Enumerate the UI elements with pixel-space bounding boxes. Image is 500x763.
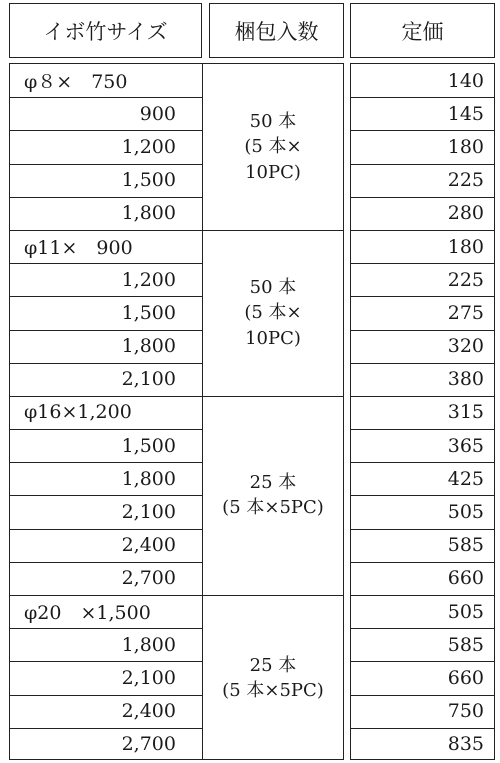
price-cell: 505 [447,600,484,623]
price-cell: 225 [447,169,484,192]
size-cell: 2,100 [121,501,176,524]
price-cell: 315 [447,401,484,424]
price-cell: 505 [447,501,484,524]
row-divider [351,197,494,198]
pack-quantity-line: (5 本×5PC) [222,497,324,519]
size-cell: 1,800 [121,467,176,490]
price-cell: 585 [447,633,484,656]
size-cell: φ20 ×1,500 [24,602,151,625]
row-divider [351,230,494,231]
group-divider [203,595,343,596]
size-cell: 1,500 [121,301,176,324]
header-pack-quantity: 梱包入数 [209,3,344,58]
price-cell: 380 [447,368,484,391]
row-divider [351,728,494,729]
row-divider [10,661,202,662]
pack-quantity-line: 50 本 [249,277,297,299]
header-price: 定価 [350,3,495,58]
size-cell: 2,700 [121,733,176,756]
size-cell: 1,800 [121,335,176,358]
pack-quantity-line: 10PC) [245,161,301,183]
row-divider [351,562,494,563]
header-size: イボ竹サイズ [9,3,202,58]
price-cell: 275 [447,301,484,324]
pack-quantity-line: (5 本× [244,136,302,158]
row-divider [10,263,202,264]
price-cell: 180 [447,235,484,258]
row-divider [10,164,202,165]
row-divider [351,429,494,430]
row-divider [10,396,202,397]
pack-quantity-line: 10PC) [245,327,301,349]
row-divider [351,363,494,364]
row-divider [351,330,494,331]
size-cell: 1,800 [121,202,176,225]
size-cell: 1,500 [121,434,176,457]
price-cell: 750 [447,700,484,723]
price-cell: 145 [447,102,484,125]
pack-quantity-line: 50 本 [249,111,297,133]
row-divider [10,462,202,463]
pack-quantity-cell [203,396,343,595]
size-cell: 2,400 [121,534,176,557]
pack-quantity-line: (5 本×5PC) [222,680,324,702]
row-divider [351,164,494,165]
size-cell: 2,400 [121,700,176,723]
size-column [9,63,202,760]
price-cell: 660 [447,567,484,590]
size-cell: 2,700 [121,567,176,590]
row-divider [351,628,494,629]
size-cell: φ８× 750 [24,71,128,94]
size-cell: 1,200 [121,135,176,158]
row-divider [351,529,494,530]
size-cell: 1,800 [121,633,176,656]
price-cell: 835 [447,733,484,756]
pack-quantity-cell [203,64,343,230]
row-divider [10,595,202,596]
row-divider [10,130,202,131]
price-column [350,63,495,760]
row-divider [10,495,202,496]
pack-quantity-cell [203,230,343,396]
row-divider [351,296,494,297]
price-cell: 585 [447,534,484,557]
size-cell: 2,100 [121,368,176,391]
price-cell: 320 [447,335,484,358]
price-cell: 140 [447,69,484,92]
price-cell: 425 [447,467,484,490]
size-cell: φ16×1,200 [24,401,132,424]
size-cell: 900 [139,102,176,125]
row-divider [10,529,202,530]
row-divider [10,330,202,331]
size-cell: 2,100 [121,667,176,690]
row-divider [351,462,494,463]
row-divider [351,130,494,131]
pack-quantity-line: 25 本 [249,472,297,494]
row-divider [351,396,494,397]
price-cell: 180 [447,135,484,158]
row-divider [351,695,494,696]
row-divider [351,263,494,264]
row-divider [351,97,494,98]
row-divider [10,197,202,198]
group-divider [203,396,343,397]
row-divider [351,595,494,596]
row-divider [10,695,202,696]
row-divider [10,296,202,297]
row-divider [351,495,494,496]
row-divider [10,97,202,98]
price-cell: 365 [447,434,484,457]
row-divider [10,363,202,364]
row-divider [351,661,494,662]
row-divider [10,429,202,430]
row-divider [10,230,202,231]
pack-quantity-cell [203,595,343,761]
row-divider [10,728,202,729]
size-cell: 1,500 [121,169,176,192]
pack-quantity-line: (5 本× [244,302,302,324]
price-cell: 280 [447,202,484,225]
pack-column [202,63,344,760]
pack-quantity-line: 25 本 [249,654,297,676]
row-divider [10,562,202,563]
price-cell: 225 [447,268,484,291]
size-cell: φ11× 900 [24,237,133,260]
price-cell: 660 [447,667,484,690]
group-divider [203,230,343,231]
row-divider [10,628,202,629]
size-cell: 1,200 [121,268,176,291]
